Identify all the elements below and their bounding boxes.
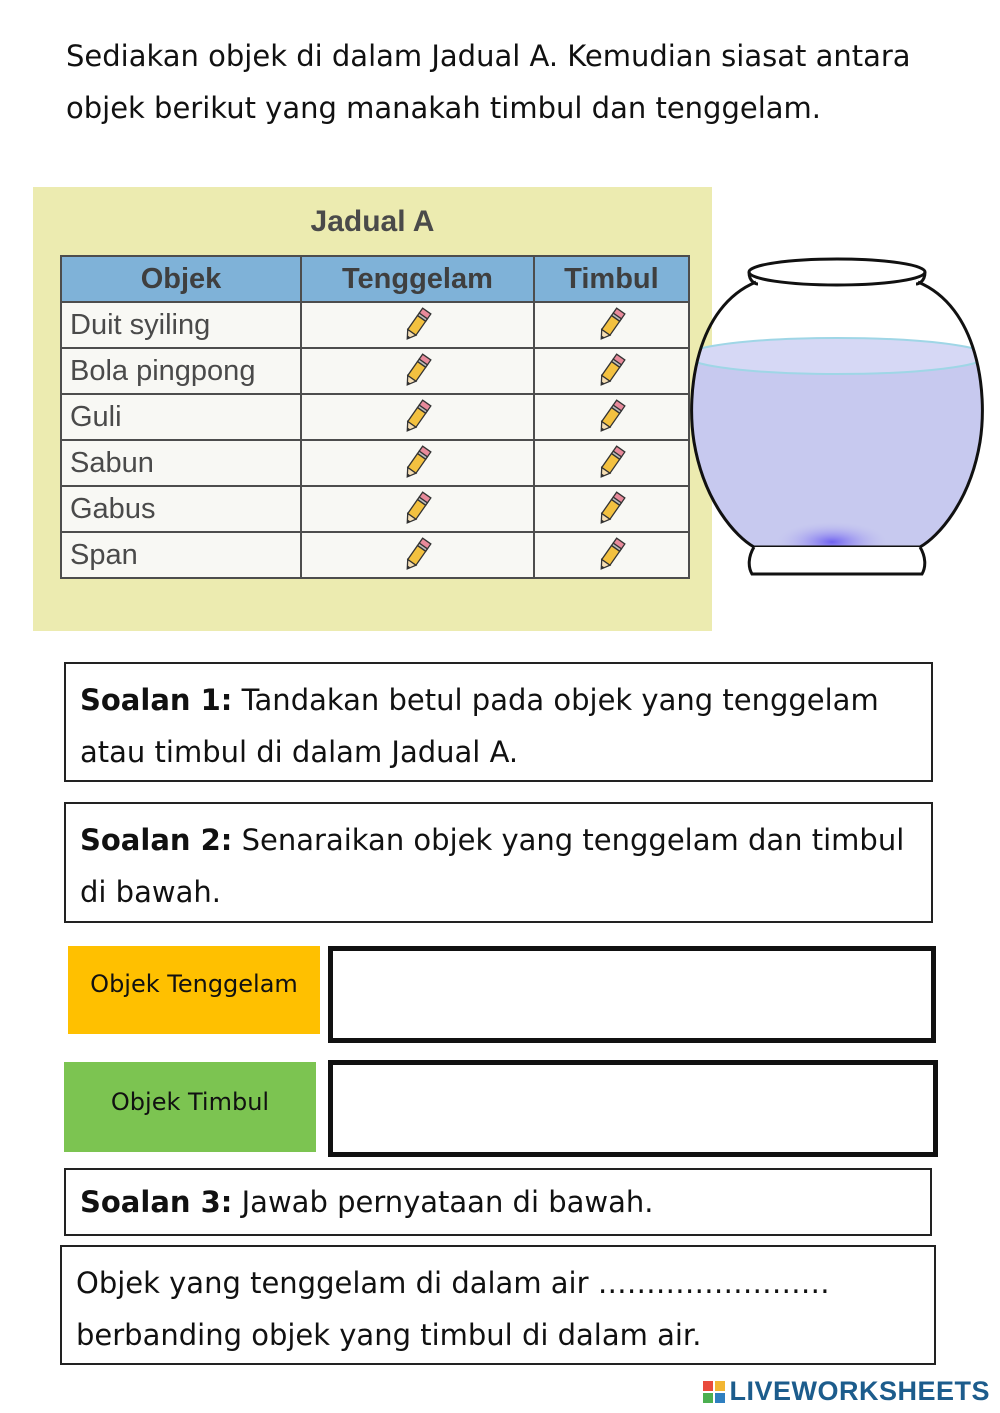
question-1-text: Tandakan betul pada objek yang tenggelam atau timbul di dalam Jadual A. [80,683,879,769]
pencil-icon [593,546,629,563]
pencil-icon [399,316,435,333]
object-name: Span [61,532,301,578]
table-row [61,440,689,486]
question-3-label: Soalan 3: [80,1185,233,1219]
float-mark-cell[interactable] [534,532,689,578]
sink-mark-cell[interactable] [301,532,534,578]
statement-line-1: Objek yang tenggelam di dalam air …………………… [76,1266,830,1300]
float-objects-input[interactable] [333,1065,933,1152]
pencil-icon [593,454,629,471]
table-header-row [61,256,689,302]
question-2-text: Senaraikan objek yang tenggelam dan timbul di bawah. [80,823,905,909]
header-objek: Objek [61,256,301,302]
question-3-box [64,1168,932,1236]
header-timbul: Timbul [534,256,689,302]
pencil-icon [399,454,435,471]
object-name: Duit syiling [61,302,301,348]
sink-mark-cell[interactable] [301,302,534,348]
brand-text: LIVEWORKSHEETS [729,1376,990,1406]
statement-line-2: berbanding objek yang timbul di dalam air. [76,1318,702,1352]
fishbowl-illustration [686,252,988,592]
jadual-a-table [60,255,690,579]
table-row [61,532,689,578]
object-name: Bola pingpong [61,348,301,394]
table-row [61,486,689,532]
sink-objects-label: Objek Tenggelam [68,946,320,1034]
water-surface [687,338,987,374]
table-row [61,302,689,348]
table-row [61,348,689,394]
pencil-icon [399,362,435,379]
sink-objects-input[interactable] [333,951,931,1038]
table-row [61,394,689,440]
float-objects-label: Objek Timbul [64,1062,316,1152]
statement-box [60,1245,936,1365]
pencil-icon [399,500,435,517]
sink-mark-cell[interactable] [301,440,534,486]
question-1-label: Soalan 1: [80,683,233,717]
pencil-icon [593,362,629,379]
pencil-icon [593,408,629,425]
question-1-box [64,662,933,782]
pencil-icon [399,546,435,563]
sink-mark-cell[interactable] [301,348,534,394]
jadual-a-photo [33,187,712,631]
float-mark-cell[interactable] [534,394,689,440]
table-title: Jadual A [310,205,435,238]
object-name: Guli [61,394,301,440]
question-2-box [64,802,933,923]
object-name: Sabun [61,440,301,486]
float-objects-answer[interactable] [328,1060,938,1157]
header-tenggelam: Tenggelam [301,256,534,302]
bowl-base [749,547,925,574]
pencil-icon [593,316,629,333]
intro-instruction: Sediakan objek di dalam Jadual A. Kemudian siasat antara objek berikut yang manakah timbul dan tenggelam. [66,39,911,125]
liveworksheets-logo-icon [703,1381,725,1403]
pencil-icon [593,500,629,517]
float-mark-cell[interactable] [534,486,689,532]
bowl-rim [749,259,925,285]
sink-objects-answer[interactable] [328,946,936,1043]
float-mark-cell[interactable] [534,302,689,348]
pencil-icon [399,408,435,425]
liveworksheets-brand [703,1376,990,1407]
question-3-text: Jawab pernyataan di bawah. [241,1185,654,1219]
object-name: Gabus [61,486,301,532]
sink-mark-cell[interactable] [301,394,534,440]
float-mark-cell[interactable] [534,440,689,486]
question-2-label: Soalan 2: [80,823,233,857]
sink-mark-cell[interactable] [301,486,534,532]
float-mark-cell[interactable] [534,348,689,394]
